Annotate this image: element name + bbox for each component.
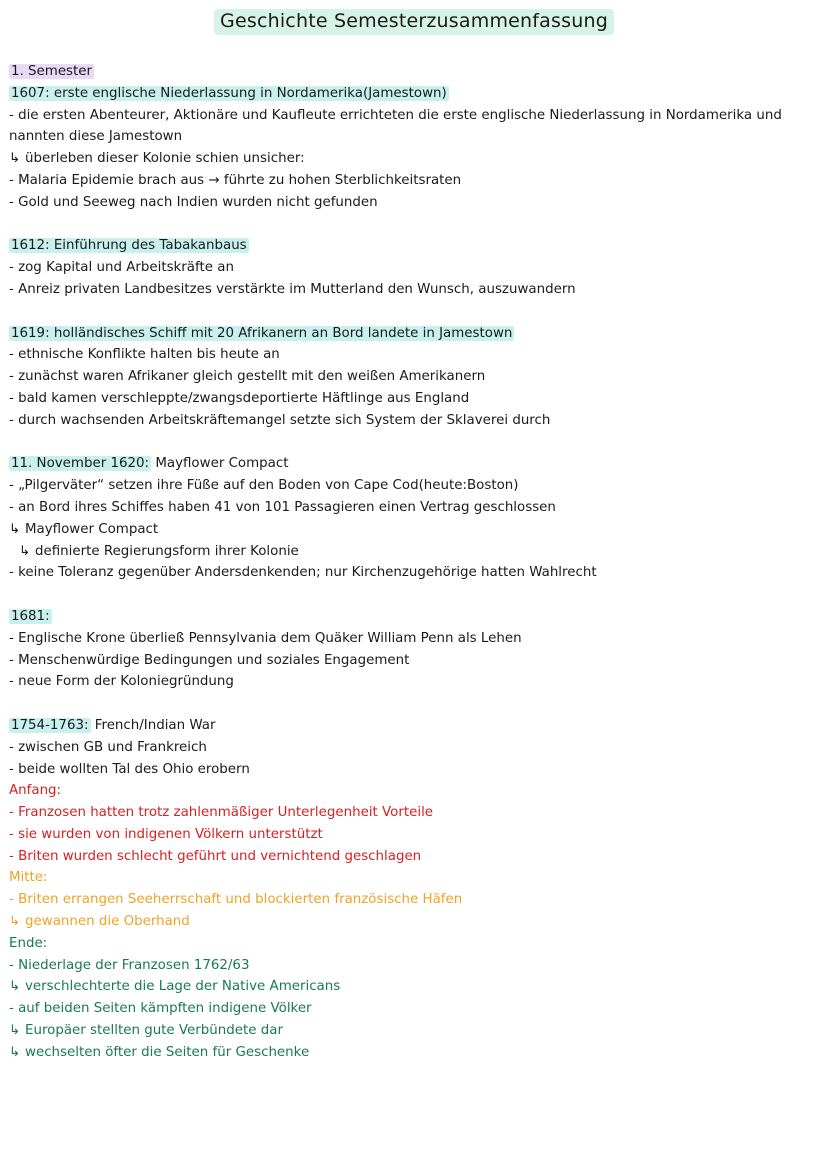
note-line: - zog Kapital und Arbeitskräfte an <box>9 260 234 276</box>
note-line: - an Bord ihres Schiffes haben 41 von 101 Passagieren einen Vertrag geschlossen <box>9 499 556 515</box>
note-line: - sie wurden von indigenen Völkern unterstützt <box>9 826 323 842</box>
note-subline: ↳ Mayflower Compact <box>9 519 814 541</box>
note-line: - Anreiz privaten Landbesitzes verstärkte im Mutterland den Wunsch, auszuwandern <box>9 281 576 297</box>
sub-arrow-icon: ↳ <box>9 151 21 167</box>
note-line: - die ersten Abenteurer, Aktionäre und Kaufleute errichteten die erste englische Niederlassung in Nordamerika und <box>9 107 782 123</box>
note-line: - „Pilgerväter“ setzen ihre Füße auf den Boden von Cape Cod(heute:Boston) <box>9 478 519 494</box>
notes-content <box>9 61 814 1064</box>
section-1681-heading: 1681: <box>11 608 50 624</box>
note-line: - beide wollten Tal des Ohio erobern <box>9 761 250 777</box>
section-1612-heading: 1612: Einführung des Tabakanbaus <box>11 238 247 254</box>
note-line: - keine Toleranz gegenüber Andersdenkenden; nur Kirchenzugehörige hatten Wahlrecht <box>9 565 597 581</box>
sub-arrow-icon: ↳ <box>9 1044 21 1060</box>
phase-anfang-label: Anfang: <box>9 783 62 799</box>
note-line: - Franzosen hatten trotz zahlenmäßiger Unterlegenheit Vorteile <box>9 805 434 821</box>
section-1619-heading: 1619: holländisches Schiff mit 20 Afrikanern an Bord landete in Jamestown <box>11 325 513 341</box>
phase-ende-label: Ende: <box>9 935 48 951</box>
sub-arrow-icon: ↳ <box>19 543 31 559</box>
note-line: - ethnische Konflikte halten bis heute an <box>9 347 280 363</box>
sub-arrow-icon: ↳ <box>9 1023 21 1039</box>
note-line: nannten diese Jamestown <box>9 129 183 145</box>
sub-arrow-icon: ↳ <box>9 979 21 995</box>
phase-mitte-label: Mitte: <box>9 870 48 886</box>
note-line: - Menschenwürdige Bedingungen und soziales Engagement <box>9 652 410 668</box>
note-subline: ↳ wechselten öfter die Seiten für Geschenke <box>9 1042 814 1064</box>
note-line: - zunächst waren Afrikaner gleich gestellt mit den weißen Amerikanern <box>9 369 486 385</box>
note-line: - Englische Krone überließ Pennsylvania dem Quäker William Penn als Lehen <box>9 630 522 646</box>
note-line: - durch wachsenden Arbeitskräftemangel setzte sich System der Sklaverei durch <box>9 412 551 428</box>
sub-arrow-icon: ↳ <box>9 914 21 930</box>
note-line: - neue Form der Koloniegründung <box>9 674 234 690</box>
note-line: - bald kamen verschleppte/zwangsdeportierte Häftlinge aus England <box>9 390 470 406</box>
note-line: - Briten errangen Seeherrschaft und blockierten französische Häfen <box>9 892 463 908</box>
page-title: Geschichte Semesterzusammenfassung <box>0 10 828 32</box>
note-line: - Briten wurden schlecht geführt und vernichtend geschlagen <box>9 848 422 864</box>
semester-label: 1. Semester <box>11 64 93 79</box>
note-subline: ↳ verschlechterte die Lage der Native Americans <box>9 976 814 998</box>
note-subline: ↳ Europäer stellten gute Verbündete dar <box>9 1020 814 1042</box>
note-line: - Malaria Epidemie brach aus → führte zu hohen Sterblichkeitsraten <box>9 172 462 188</box>
note-subline: ↳ gewannen die Oberhand <box>9 911 814 933</box>
section-1754-heading: 1754-1763: French/Indian War <box>11 717 216 733</box>
note-line: - auf beiden Seiten kämpften indigene Völker <box>9 1001 312 1017</box>
note-subline: ↳ überleben dieser Kolonie schien unsicher: <box>9 148 814 170</box>
section-1607-heading: 1607: erste englische Niederlassung in Nordamerika(Jamestown) <box>11 85 447 101</box>
note-line: - Gold und Seeweg nach Indien wurden nicht gefunden <box>9 194 378 210</box>
note-line: - zwischen GB und Frankreich <box>9 739 207 755</box>
section-1620-heading: 11. November 1620: Mayflower Compact <box>11 456 289 472</box>
note-line: - Niederlage der Franzosen 1762/63 <box>9 957 250 973</box>
note-subline: ↳ definierte Regierungsform ihrer Kolonie <box>9 541 814 563</box>
sub-arrow-icon: ↳ <box>9 521 21 537</box>
